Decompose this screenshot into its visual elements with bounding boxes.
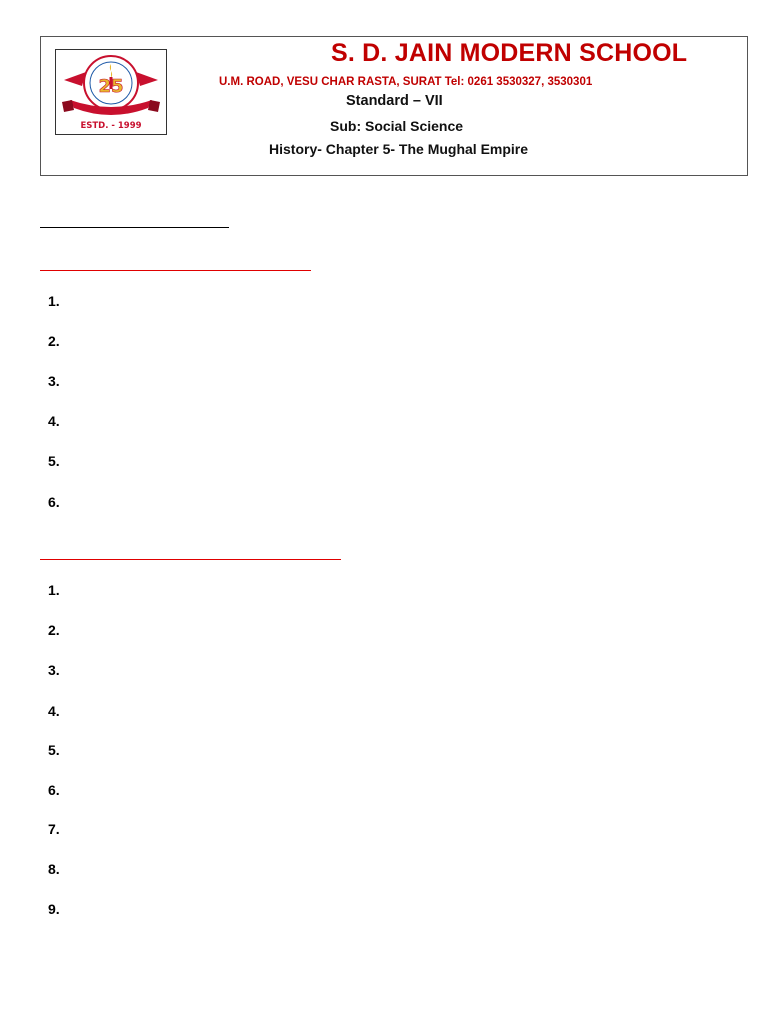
svg-text:25: 25 — [98, 76, 124, 97]
section2-item-number: 7. — [48, 821, 60, 837]
svg-text:ESTD. - 1999: ESTD. - 1999 — [80, 121, 142, 131]
chapter-title: History- Chapter 5- The Mughal Empire — [269, 141, 529, 157]
section2-item-number: 1. — [48, 582, 60, 598]
section1-heading-underline — [40, 270, 311, 271]
section2-item-number: 9. — [48, 901, 60, 917]
school-address: U.M. ROAD, VESU CHAR RASTA, SURAT Tel: 0261 3530327, 3530301 — [219, 76, 593, 88]
section2-item-number: 3. — [48, 662, 60, 678]
section1-item-number: 6. — [48, 494, 60, 510]
school-logo — [55, 49, 167, 135]
section2-item-number: 6. — [48, 782, 60, 798]
section2-heading-underline — [40, 559, 341, 560]
header-box — [40, 36, 748, 176]
standard-label: Standard – VII — [346, 93, 443, 109]
section1-item-number: 2. — [48, 333, 60, 349]
section1-item-number: 4. — [48, 413, 60, 429]
section1-item-number: 1. — [48, 293, 60, 309]
section2-item-number: 2. — [48, 622, 60, 638]
heading-underline — [40, 227, 229, 228]
section2-item-number: 5. — [48, 742, 60, 758]
section2-item-number: 8. — [48, 861, 60, 877]
school-crest-icon — [56, 50, 166, 134]
section2-item-number: 4. — [48, 703, 60, 719]
section1-item-number: 5. — [48, 453, 60, 469]
subject-label: Sub: Social Science — [330, 118, 464, 134]
school-name: S. D. JAIN MODERN SCHOOL — [331, 39, 688, 67]
section1-item-number: 3. — [48, 373, 60, 389]
